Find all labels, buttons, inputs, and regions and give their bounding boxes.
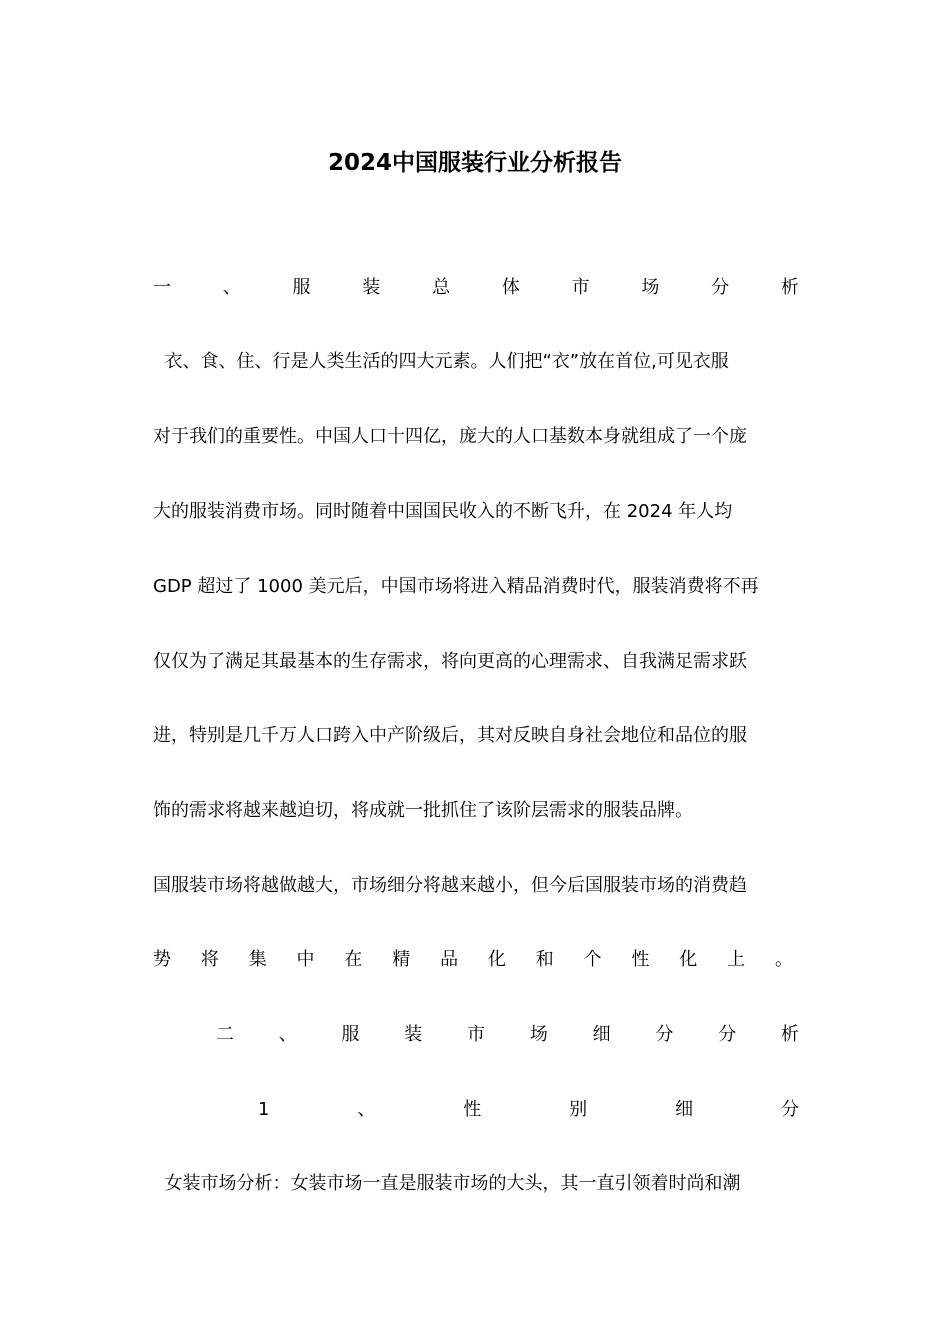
paragraph-line: 大的服装消费市场。同时随着中国国民收入的不断飞升，在 2024 年人均 bbox=[153, 501, 733, 522]
heading-char: 体 bbox=[501, 277, 520, 298]
heading-char: 别 bbox=[569, 1099, 588, 1120]
heading-char: 二 bbox=[216, 1024, 234, 1045]
heading-char: 分 bbox=[718, 1024, 737, 1045]
text-char: 和 bbox=[535, 949, 554, 970]
text-char: 上 bbox=[727, 949, 746, 970]
heading-char: 、 bbox=[222, 277, 241, 298]
paragraph-line: 对于我们的重要性。中国人口十四亿，庞大的人口基数本身就组成了一个庞 bbox=[153, 426, 747, 447]
text-char: 个 bbox=[583, 949, 602, 970]
paragraph-line: 仅仅为了满足其最基本的生存需求，将向更高的心理需求、自我满足需求跃 bbox=[153, 651, 747, 672]
heading-char: 总 bbox=[432, 277, 451, 298]
text-char: 集 bbox=[248, 949, 267, 970]
text-char: 。 bbox=[774, 949, 793, 970]
paragraph-last-line bbox=[153, 946, 793, 974]
document-title: 2024中国服装行业分析报告 bbox=[327, 150, 622, 176]
paragraph-line: 国服装市场将越做越大，市场细分将越来越小，但今后国服装市场的消费趋 bbox=[153, 875, 747, 896]
heading-char: 服 bbox=[292, 277, 311, 298]
paragraph-line: 女装市场分析：女装市场一直是服装市场的大头，其一直引领着时尚和潮 bbox=[153, 1173, 741, 1194]
heading-char: 分 bbox=[655, 1024, 674, 1045]
heading-char: 1 bbox=[258, 1099, 270, 1120]
heading-char: 场 bbox=[641, 277, 660, 298]
text-char: 品 bbox=[440, 949, 459, 970]
heading-char: 分 bbox=[711, 277, 730, 298]
section-1-heading bbox=[153, 274, 799, 302]
heading-char: 市 bbox=[571, 277, 590, 298]
paragraph-line: GDP 超过了 1000 美元后，中国市场将进入精品消费时代，服装消费将不再 bbox=[153, 576, 759, 597]
heading-char: 、 bbox=[278, 1024, 297, 1045]
heading-char: 细 bbox=[592, 1024, 611, 1045]
heading-char: 市 bbox=[467, 1024, 486, 1045]
text-char: 精 bbox=[392, 949, 411, 970]
section-2-heading bbox=[216, 1021, 799, 1049]
heading-char: 析 bbox=[780, 277, 799, 298]
subsection-1-heading bbox=[258, 1096, 799, 1124]
heading-char: 细 bbox=[675, 1099, 694, 1120]
text-char: 在 bbox=[344, 949, 363, 970]
heading-char: 性 bbox=[463, 1099, 482, 1120]
text-char: 化 bbox=[487, 949, 506, 970]
paragraph-line: 衣、食、住、行是人类生活的四大元素。人们把“衣”放在首位,可见衣服 bbox=[153, 351, 729, 372]
heading-char: 一 bbox=[153, 277, 171, 298]
heading-char: 装 bbox=[362, 277, 381, 298]
heading-char: 装 bbox=[404, 1024, 423, 1045]
heading-char: 服 bbox=[341, 1024, 360, 1045]
text-char: 中 bbox=[296, 949, 315, 970]
text-char: 将 bbox=[200, 949, 219, 970]
text-char: 性 bbox=[631, 949, 650, 970]
text-char: 势 bbox=[153, 949, 171, 970]
paragraph-line: 饰的需求将越来越迫切，将成就一批抓住了该阶层需求的服装品牌。 bbox=[153, 800, 693, 821]
heading-char: 、 bbox=[357, 1099, 376, 1120]
heading-char: 场 bbox=[529, 1024, 548, 1045]
paragraph-line: 进，特别是几千万人口跨入中产阶级后，其对反映自身社会地位和品位的服 bbox=[153, 725, 747, 746]
text-char: 化 bbox=[679, 949, 698, 970]
heading-char: 分 bbox=[780, 1099, 799, 1120]
heading-char: 析 bbox=[780, 1024, 799, 1045]
